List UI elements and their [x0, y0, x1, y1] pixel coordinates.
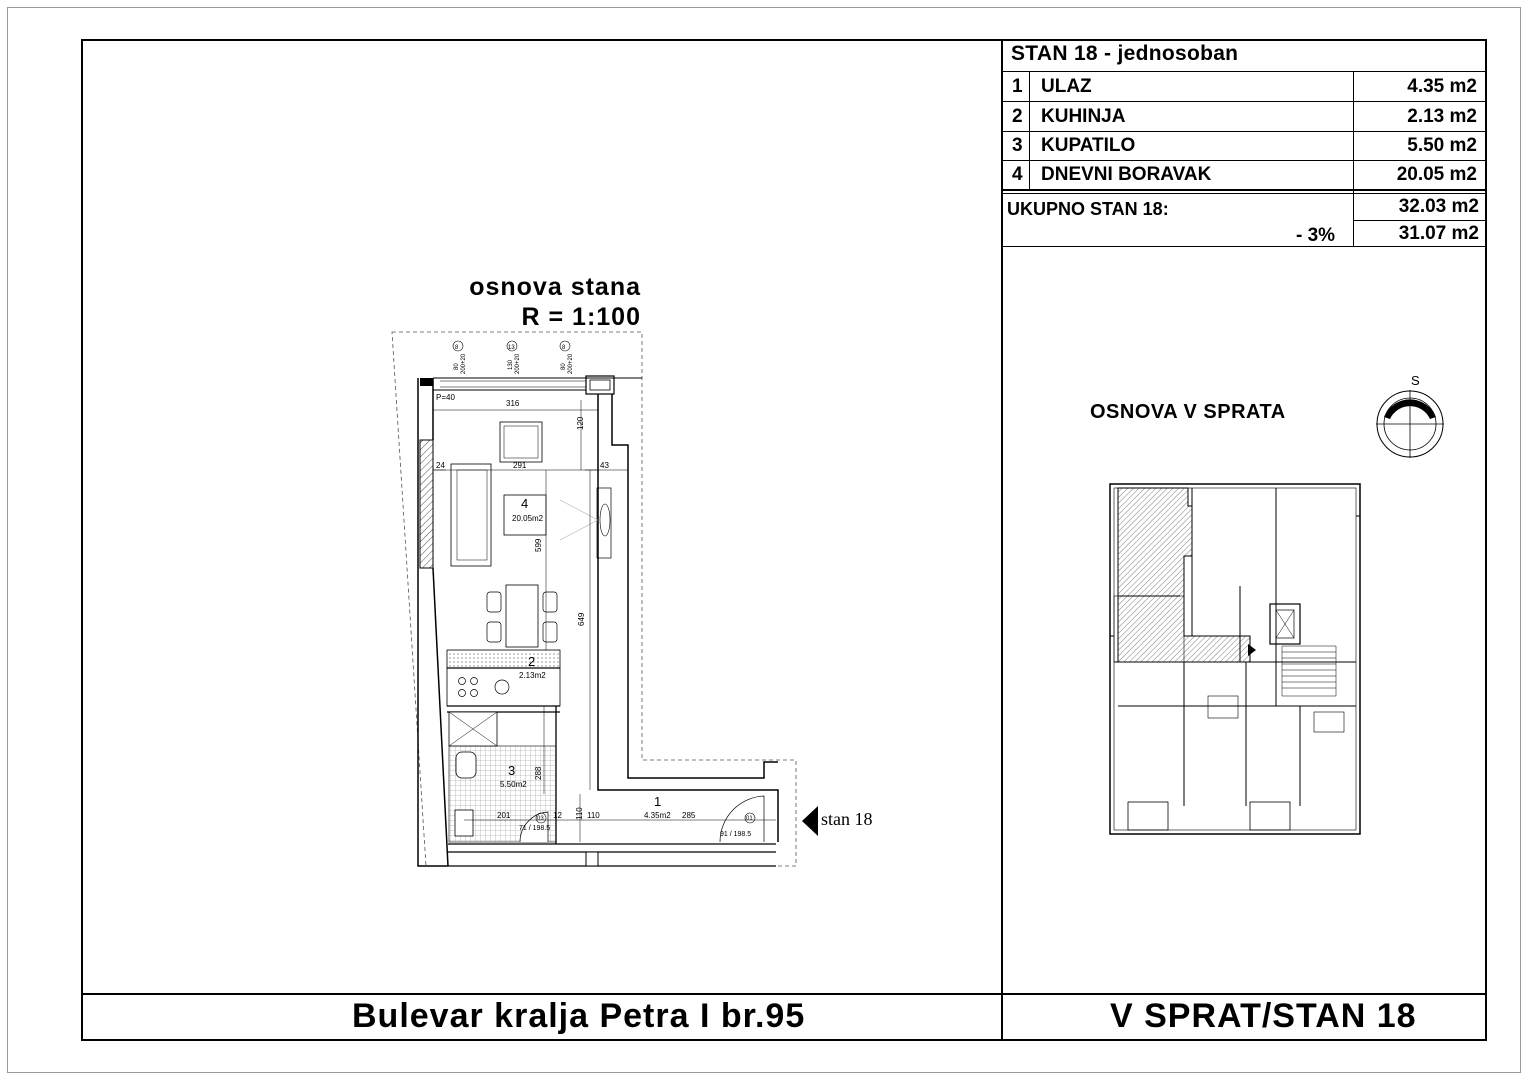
dim-316: 316	[506, 399, 520, 408]
room-area: 4.35 m2	[1407, 76, 1477, 97]
table-line	[1003, 189, 1485, 191]
apartment-title: STAN 18 - jednosoban	[1011, 42, 1239, 65]
plan-title: osnova stana	[469, 273, 641, 301]
room-row	[1003, 160, 1485, 189]
compass-icon	[1370, 384, 1450, 460]
dim-285: 285	[682, 811, 696, 820]
dim-201: 201	[497, 811, 511, 820]
room-1-number: 1	[654, 794, 662, 809]
room-2-number: 2	[528, 654, 536, 669]
total-value: 32.03 m2	[1398, 196, 1479, 217]
dim-p40: P=40	[436, 393, 455, 402]
door-tag: 01	[746, 816, 753, 822]
window-width: 80	[561, 363, 567, 370]
floor-plan-title: OSNOVA V SPRATA	[1090, 401, 1286, 423]
window-height: 200+20	[568, 353, 574, 374]
window-height: 200+20	[515, 353, 521, 374]
entry-label: stan 18	[821, 809, 873, 829]
room-area: 20.05 m2	[1396, 164, 1477, 185]
room-area: 2.13 m2	[1407, 106, 1477, 127]
room-name: KUHINJA	[1041, 106, 1126, 127]
plan-scale: R = 1:100	[521, 303, 641, 331]
window-width: 130	[508, 359, 514, 370]
dim-288: 288	[534, 766, 543, 780]
room-number: 4	[1012, 164, 1023, 185]
table-line	[1353, 72, 1354, 246]
dim-649: 649	[577, 612, 586, 626]
room-number: 2	[1012, 106, 1023, 127]
table-line	[1003, 193, 1485, 194]
room-4-area: 20.05m2	[512, 514, 544, 523]
unit-label: V SPRAT/STAN 18	[1110, 997, 1417, 1035]
window-width: 80	[454, 363, 460, 370]
dim-12: 12	[553, 811, 562, 820]
dim-120: 120	[576, 416, 585, 430]
reduction-label: - 3%	[1296, 225, 1336, 246]
room-1-area: 4.35m2	[644, 811, 671, 820]
compass-label: S	[1411, 373, 1420, 388]
table-line	[1029, 72, 1030, 189]
dim-291: 291	[513, 461, 527, 470]
room-area: 5.50 m2	[1407, 135, 1477, 156]
room-3-area: 5.50m2	[500, 780, 527, 789]
table-line	[1003, 246, 1485, 247]
window-tag: 13	[508, 345, 515, 351]
address: Bulevar kralja Petra I br.95	[352, 997, 806, 1035]
dim-110-vertical: 110	[575, 807, 584, 820]
window-tag: 8	[455, 345, 459, 351]
reduced-value: 31.07 m2	[1398, 223, 1479, 244]
frame-title-divider	[81, 993, 1487, 995]
room-name: KUPATILO	[1041, 135, 1136, 156]
door-tag: 03	[537, 816, 544, 822]
room-row	[1003, 131, 1485, 160]
dim-43: 43	[600, 461, 609, 470]
room-name: ULAZ	[1041, 76, 1092, 97]
room-row	[1003, 102, 1485, 131]
floor-key-plan	[1100, 476, 1370, 840]
dim-599: 599	[534, 538, 543, 552]
table-line	[1353, 220, 1485, 221]
dim-24: 24	[436, 461, 445, 470]
door-size: 91 / 198.5	[720, 831, 752, 838]
room-row	[1003, 72, 1485, 101]
total-label: UKUPNO STAN 18:	[1007, 199, 1169, 219]
window-tag: 8	[562, 345, 566, 351]
door-size: 71 / 198.5	[519, 825, 551, 832]
room-number: 3	[1012, 135, 1023, 156]
room-3-number: 3	[508, 763, 516, 778]
room-4-number: 4	[521, 496, 529, 511]
room-2-area: 2.13m2	[519, 671, 546, 680]
room-number: 1	[1012, 76, 1023, 97]
room-name: DNEVNI BORAVAK	[1041, 164, 1212, 185]
dim-110: 110	[587, 811, 600, 820]
window-height: 200+20	[461, 353, 467, 374]
